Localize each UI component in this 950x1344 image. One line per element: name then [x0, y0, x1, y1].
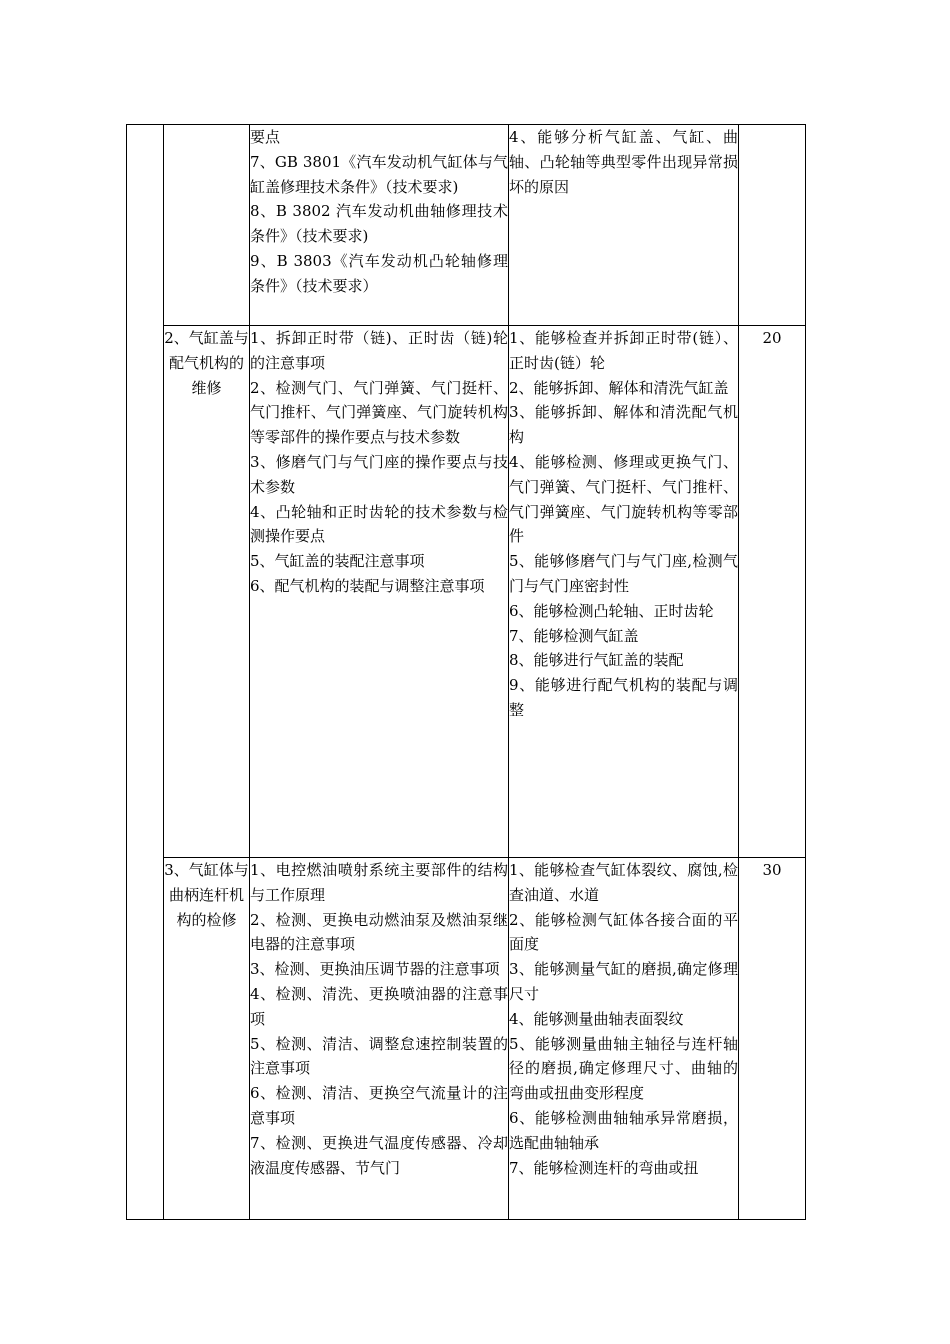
knowledge-line: 2、检测气门、气门弹簧、气门挺杆、气门推杆、气门弹簧座、气门旋转机构等零部件的操作要点与技术参数	[250, 378, 508, 447]
knowledge-line: 1、电控燃油喷射系统主要部件的结构与工作原理	[250, 861, 508, 904]
skill-line: 6、能够检测曲轴轴承异常磨损，选配曲轴轴承	[509, 1108, 738, 1152]
table-row	[127, 326, 806, 858]
knowledge-line: 3、修磨气门与气门座的操作要点与技术参数	[250, 452, 508, 496]
table-row	[127, 858, 806, 1220]
skill-line: 3、能够拆卸、解体和清洗配气机构	[509, 403, 738, 447]
skill-line: 1、能够检查气缸体裂纹、腐蚀,检查油道、水道	[509, 861, 738, 904]
knowledge-line: 要点	[250, 128, 281, 146]
skill-line: 1、能够检查并拆卸正时带(链）、正时齿(链）轮	[509, 329, 738, 372]
skill-cell	[509, 125, 739, 326]
item-cell: 3、气缸体与曲柄连杆机构的检修	[164, 858, 250, 1220]
skill-line: 4、能够检测、修理或更换气门、气门弹簧、气门挺杆、气门推杆、气门弹簧座、气门旋转机构等零部件	[509, 452, 738, 546]
knowledge-line: 6、配气机构的装配与调整注意事项	[250, 576, 485, 595]
category-cell	[127, 125, 164, 1220]
skill-line: 8、能够进行气缸盖的装配	[509, 651, 684, 670]
skill-cell	[509, 858, 739, 1220]
hours-cell	[739, 125, 806, 326]
knowledge-line: 5、检测、清洁、调整怠速控制装置的注意事项	[250, 1034, 508, 1078]
skill-cell	[509, 326, 739, 858]
item-cell: 2、气缸盖与配气机构的维修	[164, 326, 250, 858]
knowledge-line: 4、检测、清洗、更换喷油器的注意事项	[250, 984, 508, 1028]
knowledge-cell	[250, 858, 509, 1220]
skill-line: 5、能够测量曲轴主轴径与连杆轴径的磨损,确定修理尺寸、曲轴的弯曲或扭曲变形程度	[509, 1034, 738, 1103]
skill-line: 4、能够测量曲轴表面裂纹	[509, 1009, 684, 1028]
hours-cell: 30	[739, 858, 806, 1220]
knowledge-line: 9、B 3803《汽车发动机凸轮轴修理条件》（技术要求）	[250, 251, 508, 295]
knowledge-cell	[250, 125, 509, 326]
knowledge-line: 1、拆卸正时带（链)、正时齿（链)轮的注意事项	[250, 329, 508, 372]
skill-line: 7、能够检测气缸盖	[509, 626, 639, 645]
hours-cell: 20	[739, 326, 806, 858]
item-cell	[164, 125, 250, 326]
knowledge-line: 6、检测、清洁、更换空气流量计的注意事项	[250, 1084, 508, 1127]
knowledge-line: 7、GB 3801《汽车发动机气缸体与气缸盖修理技术条件》（技术要求)	[250, 152, 508, 196]
skill-line: 7、能够检测连杆的弯曲或扭	[509, 1158, 699, 1177]
knowledge-cell	[250, 326, 509, 858]
skill-line: 2、能够拆卸、解体和清洗气缸盖	[509, 378, 729, 397]
knowledge-line: 4、凸轮轴和正时齿轮的技术参数与检测操作要点	[250, 502, 508, 546]
curriculum-table	[126, 124, 806, 1220]
skill-line: 4、能够分析气缸盖、气缸、曲轴、凸轮轴等典型零件出现异常损坏的原因	[509, 128, 738, 196]
skill-line: 2、能够检测气缸体各接合面的平面度	[509, 910, 738, 954]
knowledge-line: 8、B 3802 汽车发动机曲轴修理技术条件》（技术要求)	[250, 202, 508, 246]
knowledge-line: 2、检测、更换电动燃油泵及燃油泵继电器的注意事项	[250, 910, 508, 954]
knowledge-line: 5、气缸盖的装配注意事项	[250, 552, 425, 571]
skill-line: 5、能够修磨气门与气门座,检测气门与气门座密封性	[509, 552, 738, 595]
skill-line: 3、能够测量气缸的磨损,确定修理尺寸	[509, 960, 738, 1003]
knowledge-line: 3、检测、更换油压调节器的注意事项	[250, 960, 500, 979]
knowledge-line: 7、检测、更换进气温度传感器、冷却液温度传感器、节气门	[250, 1133, 508, 1177]
table-row	[127, 125, 806, 326]
skill-line: 6、能够检测凸轮轴、正时齿轮	[509, 601, 714, 620]
skill-line: 9、能够进行配气机构的装配与调整	[509, 676, 738, 719]
